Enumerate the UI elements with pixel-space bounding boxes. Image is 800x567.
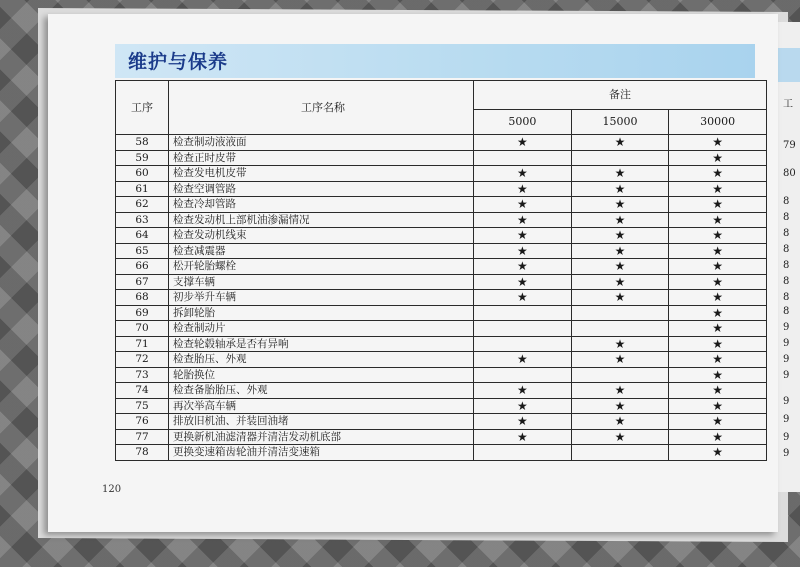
- next-page-fragment: 8: [783, 260, 790, 271]
- star-mark-icon: ★: [669, 181, 767, 197]
- column-header-step-name: 工序名称: [169, 81, 474, 135]
- step-name: 更换变速箱齿轮油并清洁变速箱: [169, 445, 474, 461]
- step-number: 60: [116, 166, 169, 182]
- next-page-fragment: 9: [783, 448, 790, 459]
- column-header-15000: 15000: [571, 110, 669, 135]
- star-mark-icon: ★: [669, 150, 767, 166]
- step-name: 再次举高车辆: [169, 398, 474, 414]
- step-name: 检查减震器: [169, 243, 474, 259]
- step-number: 72: [116, 352, 169, 368]
- star-mark-icon: ★: [474, 181, 572, 197]
- step-number: 61: [116, 181, 169, 197]
- star-mark-icon: ★: [474, 197, 572, 213]
- star-mark-icon: ★: [669, 228, 767, 244]
- step-name: 检查轮毂轴承是否有异响: [169, 336, 474, 352]
- star-mark-icon: ★: [669, 243, 767, 259]
- step-number: 64: [116, 228, 169, 244]
- star-mark-icon: ★: [571, 398, 669, 414]
- star-mark-icon: ★: [474, 398, 572, 414]
- star-mark-icon: ★: [474, 243, 572, 259]
- step-number: 58: [116, 135, 169, 151]
- step-number: 70: [116, 321, 169, 337]
- interval-mark-5000: [474, 305, 572, 321]
- star-mark-icon: ★: [669, 429, 767, 445]
- interval-mark-5000: [474, 150, 572, 166]
- next-page-fragment: 9: [783, 396, 790, 407]
- step-name: 检查空调管路: [169, 181, 474, 197]
- star-mark-icon: ★: [571, 259, 669, 275]
- step-name: 轮胎换位: [169, 367, 474, 383]
- step-name: 检查发动机线束: [169, 228, 474, 244]
- step-number: 76: [116, 414, 169, 430]
- star-mark-icon: ★: [669, 336, 767, 352]
- next-page-fragment: 9: [783, 322, 790, 333]
- table-row: [116, 228, 767, 244]
- step-number: 62: [116, 197, 169, 213]
- maintenance-table: [115, 80, 767, 461]
- next-page-fragment: 80: [783, 168, 796, 179]
- step-number: 68: [116, 290, 169, 306]
- step-number: 65: [116, 243, 169, 259]
- star-mark-icon: ★: [669, 274, 767, 290]
- star-mark-icon: ★: [474, 414, 572, 430]
- step-number: 75: [116, 398, 169, 414]
- next-page-fragment: 79: [783, 140, 796, 151]
- next-page-fragment: 8: [783, 276, 790, 287]
- next-page-fragment: 9: [783, 432, 790, 443]
- page-number: 120: [102, 484, 122, 495]
- table-row: [116, 336, 767, 352]
- table-row: [116, 274, 767, 290]
- next-page-fragment: 9: [783, 338, 790, 349]
- table-row: [116, 181, 767, 197]
- column-header-remark: 备注: [474, 81, 767, 110]
- interval-mark-5000: [474, 336, 572, 352]
- column-header-30000: 30000: [669, 110, 767, 135]
- star-mark-icon: ★: [571, 181, 669, 197]
- table-row: [116, 367, 767, 383]
- interval-mark-15000: [571, 367, 669, 383]
- star-mark-icon: ★: [571, 274, 669, 290]
- step-number: 71: [116, 336, 169, 352]
- step-name: 检查胎压、外观: [169, 352, 474, 368]
- next-page-fragment: 9: [783, 370, 790, 381]
- next-page-fragment: 8: [783, 212, 790, 223]
- interval-mark-5000: [474, 367, 572, 383]
- table-row: [116, 135, 767, 151]
- next-page-fragment: 工: [783, 99, 793, 110]
- step-name: 检查正时皮带: [169, 150, 474, 166]
- interval-mark-15000: [571, 305, 669, 321]
- step-name: 更换新机油滤清器并清洁发动机底部: [169, 429, 474, 445]
- table-row: [116, 429, 767, 445]
- table-row: [116, 398, 767, 414]
- star-mark-icon: ★: [669, 197, 767, 213]
- next-page-fragment: 8: [783, 292, 790, 303]
- table-row: [116, 259, 767, 275]
- star-mark-icon: ★: [474, 166, 572, 182]
- table-row: [116, 166, 767, 182]
- star-mark-icon: ★: [571, 212, 669, 228]
- table-row: [116, 243, 767, 259]
- star-mark-icon: ★: [571, 290, 669, 306]
- star-mark-icon: ★: [571, 166, 669, 182]
- table-row: [116, 212, 767, 228]
- column-header-step: 工序: [116, 81, 169, 135]
- interval-mark-15000: [571, 445, 669, 461]
- step-number: 74: [116, 383, 169, 399]
- step-number: 78: [116, 445, 169, 461]
- star-mark-icon: ★: [474, 259, 572, 275]
- star-mark-icon: ★: [474, 352, 572, 368]
- next-page-fragment: 8: [783, 306, 790, 317]
- star-mark-icon: ★: [669, 367, 767, 383]
- star-mark-icon: ★: [571, 414, 669, 430]
- star-mark-icon: ★: [474, 429, 572, 445]
- star-mark-icon: ★: [571, 243, 669, 259]
- next-page-fragment: 8: [783, 244, 790, 255]
- step-name: 检查冷却管路: [169, 197, 474, 213]
- step-name: 支撑车辆: [169, 274, 474, 290]
- star-mark-icon: ★: [669, 414, 767, 430]
- table-row: [116, 383, 767, 399]
- step-name: 松开轮胎螺栓: [169, 259, 474, 275]
- table-row: [116, 290, 767, 306]
- next-page-fragment: 9: [783, 414, 790, 425]
- step-number: 67: [116, 274, 169, 290]
- star-mark-icon: ★: [669, 321, 767, 337]
- interval-mark-5000: [474, 321, 572, 337]
- star-mark-icon: ★: [669, 352, 767, 368]
- step-number: 69: [116, 305, 169, 321]
- star-mark-icon: ★: [669, 445, 767, 461]
- step-number: 66: [116, 259, 169, 275]
- star-mark-icon: ★: [571, 228, 669, 244]
- star-mark-icon: ★: [669, 383, 767, 399]
- step-name: 检查制动片: [169, 321, 474, 337]
- interval-mark-15000: [571, 321, 669, 337]
- table-row: [116, 197, 767, 213]
- star-mark-icon: ★: [669, 135, 767, 151]
- step-name: 检查制动液液面: [169, 135, 474, 151]
- interval-mark-5000: [474, 445, 572, 461]
- star-mark-icon: ★: [474, 228, 572, 244]
- step-number: 77: [116, 429, 169, 445]
- star-mark-icon: ★: [571, 197, 669, 213]
- table-row: [116, 414, 767, 430]
- step-name: 检查备胎胎压、外观: [169, 383, 474, 399]
- next-page-fragment: 9: [783, 354, 790, 365]
- star-mark-icon: ★: [669, 305, 767, 321]
- table-row: [116, 445, 767, 461]
- step-name: 初步举升车辆: [169, 290, 474, 306]
- table-row: [116, 150, 767, 166]
- star-mark-icon: ★: [571, 135, 669, 151]
- star-mark-icon: ★: [571, 429, 669, 445]
- star-mark-icon: ★: [571, 352, 669, 368]
- step-name: 检查发动机上部机油渗漏情况: [169, 212, 474, 228]
- star-mark-icon: ★: [669, 398, 767, 414]
- star-mark-icon: ★: [474, 274, 572, 290]
- star-mark-icon: ★: [571, 336, 669, 352]
- step-name: 排放旧机油、并装回油堵: [169, 414, 474, 430]
- star-mark-icon: ★: [474, 212, 572, 228]
- table-row: [116, 305, 767, 321]
- step-number: 63: [116, 212, 169, 228]
- table-row: [116, 352, 767, 368]
- section-title: 维护与保养: [128, 51, 229, 73]
- star-mark-icon: ★: [474, 135, 572, 151]
- star-mark-icon: ★: [669, 166, 767, 182]
- column-header-5000: 5000: [474, 110, 572, 135]
- step-number: 73: [116, 367, 169, 383]
- star-mark-icon: ★: [474, 383, 572, 399]
- star-mark-icon: ★: [669, 259, 767, 275]
- star-mark-icon: ★: [669, 212, 767, 228]
- step-name: 检查发电机皮带: [169, 166, 474, 182]
- next-page-fragment: 8: [783, 228, 790, 239]
- next-page-fragment: 8: [783, 196, 790, 207]
- interval-mark-15000: [571, 150, 669, 166]
- step-name: 拆卸轮胎: [169, 305, 474, 321]
- star-mark-icon: ★: [571, 383, 669, 399]
- table-row: [116, 321, 767, 337]
- step-number: 59: [116, 150, 169, 166]
- star-mark-icon: ★: [669, 290, 767, 306]
- star-mark-icon: ★: [474, 290, 572, 306]
